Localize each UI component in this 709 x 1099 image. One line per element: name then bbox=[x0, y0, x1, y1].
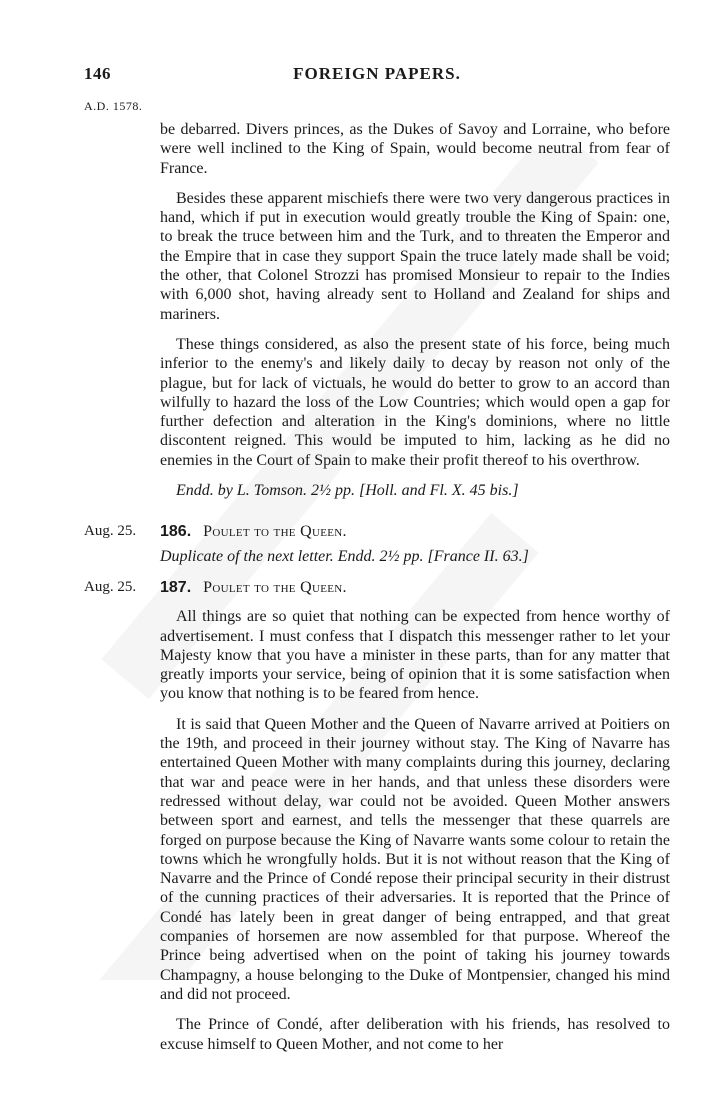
paragraph: It is said that Queen Mother and the Queen of Navarre arrived at Poitiers on the 19th, and proceed in their journey without stay. The King of Navarre has entertained Queen Mother with many complaints during this journey, declaring that war and peace were in her hands, and that unless these disorders were redressed without delay, war could not be avoided. Queen Mother answers between sport and earnest, and tells the messenger that these quarrels are forged on purpose because the King of Navarre wants some colour to retain the towns which he wrongfully holds. But it is not without reason that the King of Navarre and the Prince of Condé repose their principal security in their distrust of the cunning practices of their adversaries. It is reported that the Prince of Condé has lately been in great danger of being entrapped, and that great companies of horsemen are now assembled for that purpose. Whereof the Prince being advertised when on the point of taking his journey towards Champagny, a house belonging to the Duke of Montpensier, changed his mind and did not proceed. bbox=[160, 715, 670, 1003]
running-head: FOREIGN PAPERS. bbox=[293, 64, 461, 83]
margin-date-186: Aug. 25. bbox=[84, 523, 137, 539]
entry-187 bbox=[160, 578, 670, 1054]
paragraph: The Prince of Condé, after deliberation with his friends, has resolved to excuse himself to Queen Mother, and not come to her bbox=[160, 1016, 670, 1053]
page-number: 146 bbox=[84, 64, 111, 83]
paragraph: be debarred. Divers princes, as the Dukes of Savoy and Lorraine, who before were well inclined to the King of Spain, would become neutral from fear of France. bbox=[160, 121, 670, 177]
entry-186 bbox=[160, 522, 670, 567]
endorsement-note: Endd. by L. Tomson. 2½ pp. [Holl. and Fl. X. 45 bis.] bbox=[176, 482, 519, 500]
entry-note: Duplicate of the next letter. Endd. 2½ pp. [France II. 63.] bbox=[160, 548, 529, 566]
page-header bbox=[84, 64, 670, 92]
margin-date-187: Aug. 25. bbox=[84, 579, 137, 595]
margin-year: A.D. 1578. bbox=[84, 99, 143, 113]
entry-heading bbox=[160, 522, 670, 541]
entry-title: Poulet to the Queen. bbox=[203, 579, 347, 596]
entry-number: 186. bbox=[160, 523, 192, 540]
paragraph: Besides these apparent mischiefs there were two very dangerous practices in hand, which if put in execution would greatly trouble the King of Spain: one, to break the truce between him and the Turk, and to threaten the Emperor and the Empire that in case they support Spain the truce lately made shall be void; the other, that Colonel Strozzi has promised Monsieur to repair to the Indies with 6,000 shot, having already sent to Holland and Zealand for ships and mariners. bbox=[160, 189, 670, 323]
paragraph: All things are so quiet that nothing can be expected from hence worthy of advertisement. I must confess that I dispatch this messenger rather to let your Majesty know that you have a minister in these parts, than for any matter that greatly imports your service, being of opinion that it is some satisfaction when you know that nothing is to be feared from hence. bbox=[160, 608, 670, 703]
entry-title: Poulet to the Queen. bbox=[203, 523, 347, 540]
body-text-block-1 bbox=[160, 120, 670, 500]
paragraph: These things considered, as also the present state of his force, being much inferior to the enemy's and likely daily to decay by reason not only of the plague, but for lack of victuals, he would do better to grow to an accord than wilfully to hazard the loss of the Low Countries; which would open a gap for further defection and alteration in the King's dominions, where no little discontent reigned. This would be imputed to him, lacking as he did no enemies in the Court of Spain to make their profit thereof to his overthrow. bbox=[160, 335, 670, 469]
entry-heading bbox=[160, 578, 670, 597]
entry-number: 187. bbox=[160, 579, 192, 596]
